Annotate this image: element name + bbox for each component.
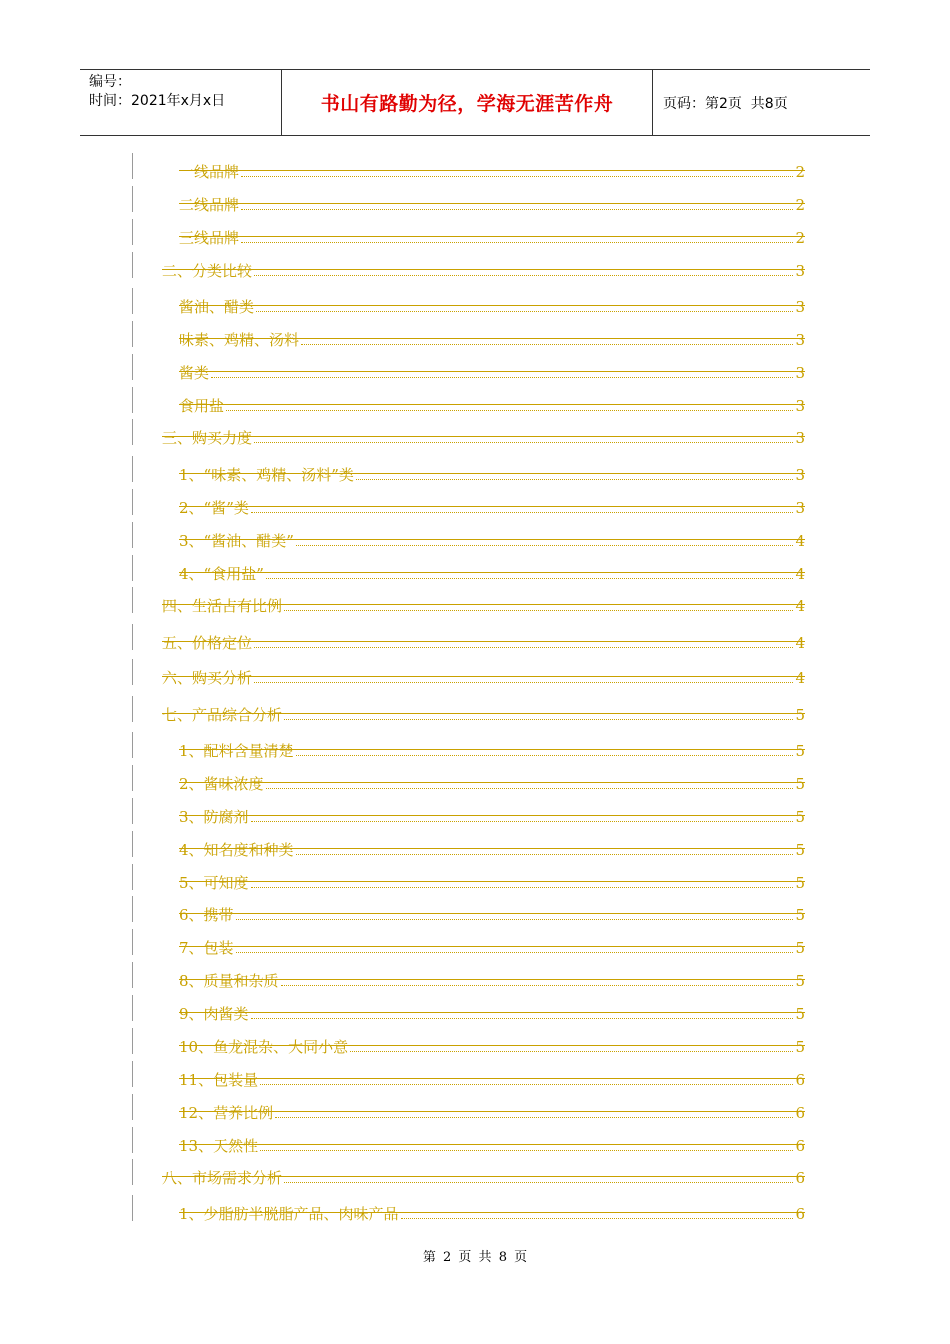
toc-entry[interactable] bbox=[0, 771, 950, 793]
toc-dot-leader bbox=[266, 578, 794, 579]
toc-entry[interactable] bbox=[0, 258, 950, 280]
toc-entry[interactable] bbox=[0, 495, 950, 517]
toc-entry-page: 3 bbox=[795, 331, 805, 349]
toc-entry-title: 酱类 bbox=[179, 364, 210, 382]
toc-link[interactable] bbox=[179, 968, 805, 990]
toc-margin-bar bbox=[132, 153, 133, 179]
toc-margin-bar bbox=[132, 962, 133, 988]
toc-link[interactable] bbox=[179, 1034, 805, 1056]
toc-margin-bar bbox=[132, 1028, 133, 1054]
toc-dot-leader bbox=[251, 1018, 794, 1019]
motto-text: 书山有路勤为径，学海无涯苦作舟 bbox=[320, 93, 614, 115]
toc-entry[interactable] bbox=[0, 804, 950, 826]
toc-entry-page: 5 bbox=[795, 775, 805, 793]
toc-entry-title: 二、分类比较 bbox=[162, 262, 253, 280]
toc-entry-title: 11、包装量 bbox=[179, 1071, 259, 1089]
toc-margin-bar bbox=[132, 522, 133, 548]
toc-dot-leader bbox=[226, 410, 793, 411]
toc-margin-bar bbox=[132, 387, 133, 413]
toc-margin-bar bbox=[132, 659, 133, 685]
toc-link[interactable] bbox=[179, 393, 805, 415]
toc-entry[interactable] bbox=[0, 327, 950, 349]
toc-entry-title: 食用盐 bbox=[179, 397, 225, 415]
toc-margin-bar bbox=[132, 456, 133, 482]
toc-link[interactable] bbox=[179, 935, 805, 957]
toc-link[interactable] bbox=[162, 258, 805, 280]
toc-margin-bar bbox=[132, 252, 133, 278]
toc-entry[interactable] bbox=[0, 561, 950, 583]
toc-entry-page: 5 bbox=[795, 1005, 805, 1023]
toc-entry-title: 3、“酱油、醋类” bbox=[179, 532, 294, 550]
toc-link[interactable] bbox=[179, 561, 805, 583]
toc-entry-page: 2 bbox=[795, 163, 805, 181]
toc-entry-title: 4、知名度和种类 bbox=[179, 841, 294, 859]
toc-entry-page: 4 bbox=[795, 669, 805, 687]
toc-dot-leader bbox=[241, 242, 793, 243]
toc-entry[interactable] bbox=[0, 1201, 950, 1223]
toc-entry[interactable] bbox=[0, 593, 950, 615]
toc-entry[interactable] bbox=[0, 192, 950, 214]
toc-entry-title: 2、酱味浓度 bbox=[179, 775, 264, 793]
toc-entry-page: 2 bbox=[795, 196, 805, 214]
toc-dot-leader bbox=[254, 647, 793, 648]
toc-dot-leader bbox=[260, 1150, 793, 1151]
toc-entry-title: 三线品牌 bbox=[179, 229, 240, 247]
toc-dot-leader bbox=[296, 854, 794, 855]
toc-entry-page: 5 bbox=[795, 841, 805, 859]
toc-link[interactable] bbox=[162, 593, 805, 615]
toc-entry[interactable] bbox=[0, 425, 950, 447]
toc-margin-bar bbox=[132, 587, 133, 613]
toc-entry-page: 5 bbox=[795, 706, 805, 724]
toc-entry-page: 5 bbox=[795, 1038, 805, 1056]
toc-margin-bar bbox=[132, 896, 133, 922]
toc-entry-title: 12、营养比例 bbox=[179, 1104, 274, 1122]
toc-margin-bar bbox=[132, 624, 133, 650]
toc-link[interactable] bbox=[179, 804, 805, 826]
toc-entry-title: 5、可知度 bbox=[179, 874, 249, 892]
toc-dot-leader bbox=[254, 682, 793, 683]
toc-dot-leader bbox=[260, 1084, 793, 1085]
toc-entry-title: 五、价格定位 bbox=[162, 634, 253, 652]
toc-entry[interactable] bbox=[0, 1165, 950, 1187]
toc-link[interactable] bbox=[179, 837, 805, 859]
toc-dot-leader bbox=[301, 344, 793, 345]
toc-entry[interactable] bbox=[0, 935, 950, 957]
toc-link[interactable] bbox=[179, 192, 805, 214]
toc-dot-leader bbox=[284, 719, 793, 720]
toc-entry-page: 3 bbox=[795, 429, 805, 447]
toc-margin-bar bbox=[132, 732, 133, 758]
toc-entry-page: 6 bbox=[795, 1205, 805, 1223]
toc-margin-bar bbox=[132, 1094, 133, 1120]
toc-margin-bar bbox=[132, 419, 133, 445]
toc-margin-bar bbox=[132, 929, 133, 955]
toc-entry[interactable] bbox=[0, 870, 950, 892]
toc-dot-leader bbox=[401, 1218, 794, 1219]
toc-link[interactable] bbox=[162, 665, 805, 687]
toc-dot-leader bbox=[275, 1117, 793, 1118]
toc-entry-title: 3、防腐剂 bbox=[179, 808, 249, 826]
toc-entry[interactable] bbox=[0, 159, 950, 181]
toc-margin-bar bbox=[132, 288, 133, 314]
toc-entry[interactable] bbox=[0, 702, 950, 724]
toc-dot-leader bbox=[251, 887, 794, 888]
toc-dot-leader bbox=[251, 821, 794, 822]
toc-dot-leader bbox=[251, 512, 794, 513]
toc-entry[interactable] bbox=[0, 294, 950, 316]
page-footer: 第 2 页 共 8 页 bbox=[422, 1250, 528, 1265]
toc-link[interactable] bbox=[179, 902, 805, 924]
toc-entry-page: 5 bbox=[795, 906, 805, 924]
toc-entry-title: 三、购买力度 bbox=[162, 429, 253, 447]
toc-entry[interactable] bbox=[0, 393, 950, 415]
toc-entry-title: 七、产品综合分析 bbox=[162, 706, 283, 724]
toc-dot-leader bbox=[241, 176, 793, 177]
toc-link[interactable] bbox=[162, 702, 805, 724]
toc-entry-title: 10、鱼龙混杂、大同小意 bbox=[179, 1038, 349, 1056]
page-label: 页码：第2页 共8页 bbox=[663, 95, 788, 112]
toc-entry-page: 5 bbox=[795, 972, 805, 990]
toc-dot-leader bbox=[356, 479, 794, 480]
toc-dot-leader bbox=[254, 442, 793, 443]
toc-entry-title: 13、天然性 bbox=[179, 1137, 259, 1155]
toc-entry-title: 1、“味素、鸡精、汤料”类 bbox=[179, 466, 354, 484]
toc-link[interactable] bbox=[179, 294, 805, 316]
date-label: 时间：2021年x月x日 bbox=[89, 93, 226, 109]
toc-entry-title: 二线品牌 bbox=[179, 196, 240, 214]
toc-entry[interactable] bbox=[0, 1034, 950, 1056]
toc-margin-bar bbox=[132, 765, 133, 791]
toc-entry-page: 5 bbox=[795, 742, 805, 760]
toc-entry[interactable] bbox=[0, 738, 950, 760]
toc-entry-page: 3 bbox=[795, 364, 805, 382]
toc-entry[interactable] bbox=[0, 360, 950, 382]
toc-margin-bar bbox=[132, 831, 133, 857]
toc-entry[interactable] bbox=[0, 1001, 950, 1023]
toc-entry[interactable] bbox=[0, 528, 950, 550]
toc-link[interactable] bbox=[179, 1001, 805, 1023]
toc-entry[interactable] bbox=[0, 665, 950, 687]
toc-entry-title: 一线品牌 bbox=[179, 163, 240, 181]
toc-entry-title: 味素、鸡精、汤料 bbox=[179, 331, 300, 349]
toc-entry-title: 2、“酱”类 bbox=[179, 499, 249, 517]
toc-dot-leader bbox=[284, 610, 793, 611]
toc-entry-page: 4 bbox=[795, 634, 805, 652]
toc-margin-bar bbox=[132, 696, 133, 722]
toc-link[interactable] bbox=[162, 630, 805, 652]
toc-entry[interactable] bbox=[0, 1067, 950, 1089]
toc-entry[interactable] bbox=[0, 968, 950, 990]
toc-link[interactable] bbox=[179, 1100, 805, 1122]
toc-entry-page: 6 bbox=[795, 1071, 805, 1089]
toc-margin-bar bbox=[132, 864, 133, 890]
toc-entry-title: 1、少脂肪半脱脂产品、肉味产品 bbox=[179, 1205, 399, 1223]
toc-dot-leader bbox=[281, 985, 794, 986]
toc-margin-bar bbox=[132, 798, 133, 824]
toc-link[interactable] bbox=[179, 225, 805, 247]
toc-entry-page: 4 bbox=[795, 532, 805, 550]
toc-entry-title: 六、购买分析 bbox=[162, 669, 253, 687]
toc-margin-bar bbox=[132, 354, 133, 380]
toc-entry-title: 6、携带 bbox=[179, 906, 234, 924]
toc-entry-title: 四、生活占有比例 bbox=[162, 597, 283, 615]
toc-entry[interactable] bbox=[0, 902, 950, 924]
toc-link[interactable] bbox=[179, 771, 805, 793]
toc-entry[interactable] bbox=[0, 462, 950, 484]
toc-margin-bar bbox=[132, 555, 133, 581]
toc-dot-leader bbox=[211, 377, 793, 378]
toc-link[interactable] bbox=[179, 327, 805, 349]
toc-entry[interactable] bbox=[0, 837, 950, 859]
serial-label: 编号： bbox=[89, 74, 131, 90]
toc-entry-page: 3 bbox=[795, 262, 805, 280]
toc-entry-title: 4、“食用盐” bbox=[179, 565, 264, 583]
toc-entry-page: 3 bbox=[795, 499, 805, 517]
toc-dot-leader bbox=[254, 275, 793, 276]
toc-margin-bar bbox=[132, 321, 133, 347]
toc-margin-bar bbox=[132, 186, 133, 212]
toc-dot-leader bbox=[236, 952, 794, 953]
toc-margin-bar bbox=[132, 1159, 133, 1185]
toc-margin-bar bbox=[132, 1127, 133, 1153]
toc-link[interactable] bbox=[179, 360, 805, 382]
toc-margin-bar bbox=[132, 1195, 133, 1221]
toc-link[interactable] bbox=[179, 870, 805, 892]
toc-dot-leader bbox=[236, 919, 794, 920]
toc-margin-bar bbox=[132, 219, 133, 245]
toc-entry-page: 3 bbox=[795, 298, 805, 316]
toc-link[interactable] bbox=[179, 528, 805, 550]
toc-dot-leader bbox=[266, 788, 794, 789]
toc-dot-leader bbox=[296, 545, 794, 546]
toc-link[interactable] bbox=[179, 495, 805, 517]
toc-entry[interactable] bbox=[0, 225, 950, 247]
toc-margin-bar bbox=[132, 995, 133, 1021]
toc-dot-leader bbox=[256, 311, 793, 312]
toc-entry-title: 1、配料含量清楚 bbox=[179, 742, 294, 760]
toc-link[interactable] bbox=[162, 1165, 805, 1187]
toc-link[interactable] bbox=[162, 425, 805, 447]
toc-entry-page: 3 bbox=[795, 466, 805, 484]
toc-link[interactable] bbox=[179, 1067, 805, 1089]
toc-entry[interactable] bbox=[0, 630, 950, 652]
toc-link[interactable] bbox=[179, 462, 805, 484]
toc-dot-leader bbox=[350, 1051, 793, 1052]
toc-entry-page: 2 bbox=[795, 229, 805, 247]
toc-entry-page: 6 bbox=[795, 1169, 805, 1187]
toc-link[interactable] bbox=[179, 159, 805, 181]
toc-margin-bar bbox=[132, 1061, 133, 1087]
toc-entry-title: 7、包装 bbox=[179, 939, 234, 957]
toc-entry-page: 4 bbox=[795, 597, 805, 615]
toc-entry[interactable] bbox=[0, 1133, 950, 1155]
toc-entry-page: 6 bbox=[795, 1104, 805, 1122]
toc-link[interactable] bbox=[179, 738, 805, 760]
toc-dot-leader bbox=[296, 755, 794, 756]
toc-entry-page: 4 bbox=[795, 565, 805, 583]
toc-dot-leader bbox=[241, 209, 793, 210]
toc-link[interactable] bbox=[179, 1201, 805, 1223]
toc-entry-page: 5 bbox=[795, 874, 805, 892]
toc-entry-page: 3 bbox=[795, 397, 805, 415]
toc-entry-page: 5 bbox=[795, 808, 805, 826]
toc-entry-title: 酱油、醋类 bbox=[179, 298, 255, 316]
toc-entry-title: 8、质量和杂质 bbox=[179, 972, 279, 990]
toc-entry-page: 5 bbox=[795, 939, 805, 957]
toc-entry-title: 八、市场需求分析 bbox=[162, 1169, 283, 1187]
toc-link[interactable] bbox=[179, 1133, 805, 1155]
toc-entry-title: 9、肉酱类 bbox=[179, 1005, 249, 1023]
toc-entry[interactable] bbox=[0, 1100, 950, 1122]
toc-margin-bar bbox=[132, 489, 133, 515]
toc-dot-leader bbox=[284, 1182, 793, 1183]
toc-entry-page: 6 bbox=[795, 1137, 805, 1155]
